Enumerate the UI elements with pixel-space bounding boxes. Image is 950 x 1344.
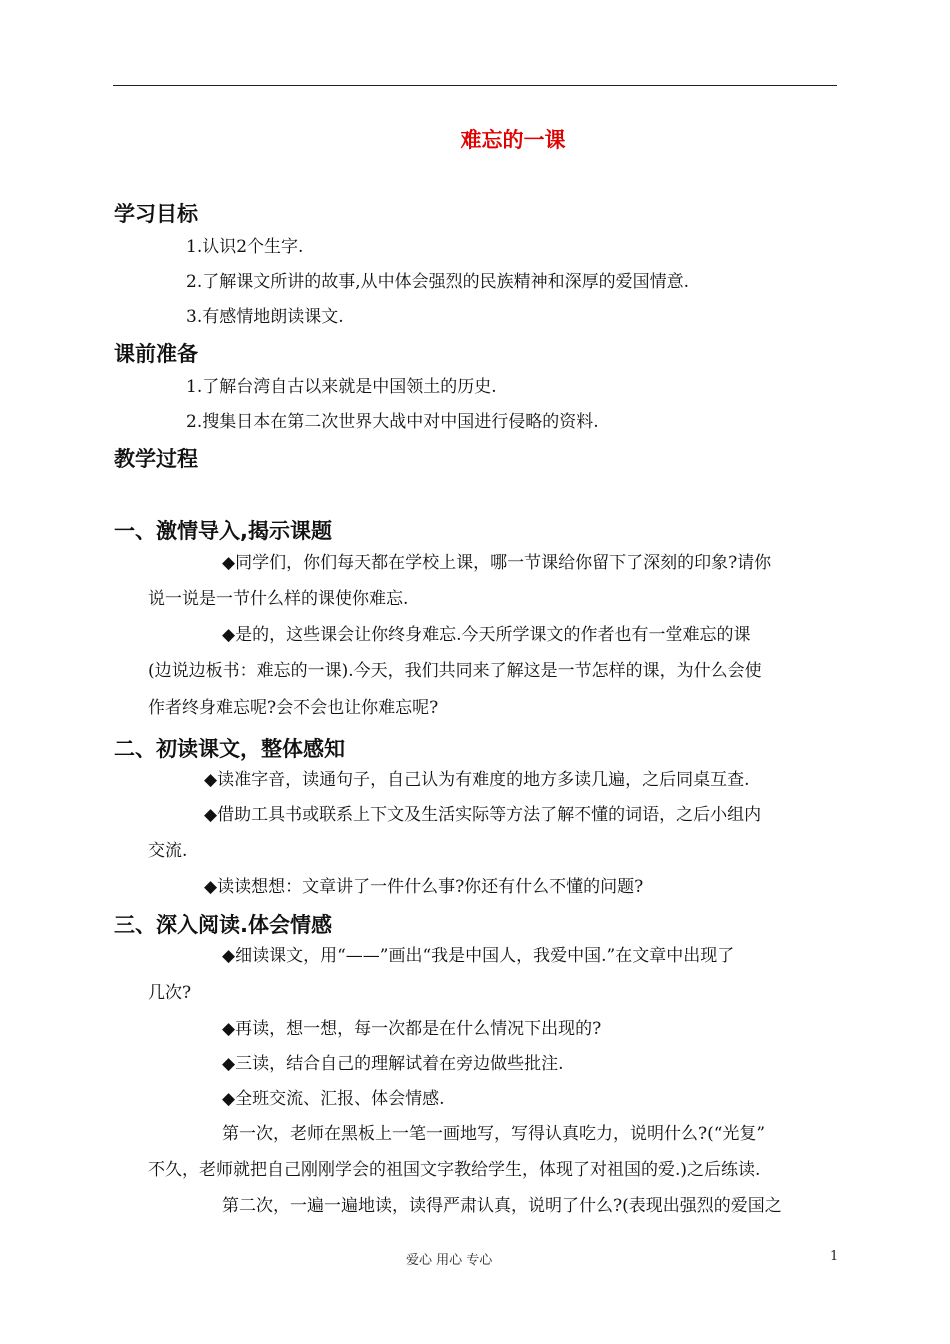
part1-line-2: 说一说是一节什么样的课使你难忘. xyxy=(148,589,409,609)
part2-line-4: ◆读读想想：文章讲了一件什么事?你还有什么不懂的问题? xyxy=(204,877,644,897)
part2-line-2: ◆借助工具书或联系上下文及生活实际等方法了解不懂的词语，之后小组内 xyxy=(204,805,762,825)
heading-goals: 学习目标 xyxy=(114,202,198,226)
heading-part3: 三、深入阅读.体会情感 xyxy=(114,913,332,937)
heading-part1: 一、激情导入,揭示课题 xyxy=(114,519,332,543)
prep-item-1: 1.了解台湾自古以来就是中国领土的历史. xyxy=(186,377,497,397)
heading-process: 教学过程 xyxy=(114,447,198,471)
goal-item-3: 3.有感情地朗读课文. xyxy=(186,307,344,327)
heading-part2: 二、初读课文，整体感知 xyxy=(114,737,345,761)
prep-item-2: 2.搜集日本在第二次世界大战中对中国进行侵略的资料. xyxy=(186,412,599,432)
part1-line-3: ◆是的，这些课会让你终身难忘.今天所学课文的作者也有一堂难忘的课 xyxy=(222,625,751,645)
goal-item-1: 1.认识2个生字. xyxy=(186,237,304,257)
header-rule xyxy=(113,85,837,86)
part3-line-1: ◆细读课文，用“——”画出“我是中国人，我爱中国.”在文章中出现了 xyxy=(222,946,735,966)
part3-line-5: ◆全班交流、汇报、体会情感. xyxy=(222,1089,445,1109)
page-number: 1 xyxy=(830,1249,839,1264)
part3-line-3: ◆再读，想一想，每一次都是在什么情况下出现的? xyxy=(222,1019,602,1039)
goal-item-2: 2.了解课文所讲的故事,从中体会强烈的民族精神和深厚的爱国情意. xyxy=(186,272,690,292)
part3-line-8: 第二次，一遍一遍地读，读得严肃认真，说明了什么?(表现出强烈的爱国之 xyxy=(222,1196,782,1216)
page-title: 难忘的一课 xyxy=(460,128,566,152)
part3-line-6: 第一次，老师在黑板上一笔一画地写，写得认真吃力，说明什么?(“光复” xyxy=(222,1124,766,1144)
heading-prep: 课前准备 xyxy=(114,342,198,366)
part1-line-1: ◆同学们，你们每天都在学校上课，哪一节课给你留下了深刻的印象?请你 xyxy=(222,553,772,573)
part2-line-1: ◆读准字音，读通句子，自己认为有难度的地方多读几遍，之后同桌互查. xyxy=(204,770,750,790)
part1-line-5: 作者终身难忘呢?会不会也让你难忘呢? xyxy=(148,698,439,718)
part3-line-7: 不久，老师就把自己刚刚学会的祖国文字教给学生，体现了对祖国的爱.)之后练读. xyxy=(148,1160,761,1180)
part3-line-2: 几次? xyxy=(148,983,192,1003)
footer-motto: 爱心 用心 专心 xyxy=(406,1253,493,1268)
part3-line-4: ◆三读，结合自己的理解试着在旁边做些批注. xyxy=(222,1054,564,1074)
part2-line-3: 交流. xyxy=(148,841,188,861)
part1-line-4: (边说边板书：难忘的一课).今天，我们共同来了解这是一节怎样的课，为什么会使 xyxy=(148,661,762,681)
